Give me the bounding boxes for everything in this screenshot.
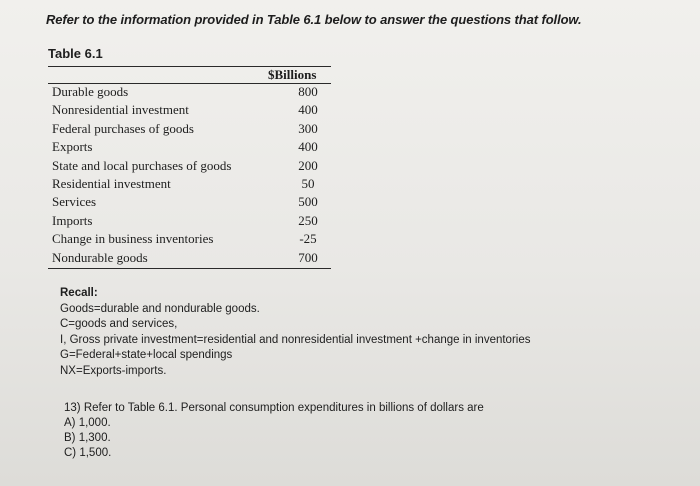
instruction-header: Refer to the information provided in Table 6.1 below to answer the questions that follow.: [46, 12, 582, 27]
table-row: [52, 83, 328, 101]
recall-line: G=Federal+state+local spendings: [60, 349, 233, 362]
answer-option: C) 1,500.: [64, 447, 112, 459]
table-column-header: $Billions: [268, 67, 317, 82]
table-row: [52, 212, 328, 230]
table-row: [52, 101, 328, 119]
row-label: Exports: [52, 139, 93, 155]
question-text: 13) Refer to Table 6.1. Personal consumption expenditures in billions of dollars are: [64, 402, 484, 414]
table-row: [52, 120, 328, 138]
row-value: 300: [298, 120, 318, 136]
row-value: 400: [298, 139, 318, 155]
row-label: Nonresidential investment: [52, 102, 189, 118]
row-label: Change in business inventories: [52, 231, 214, 247]
table-body: [52, 83, 328, 267]
table-row: [52, 157, 328, 175]
answer-option: B) 1,300.: [64, 432, 111, 444]
row-label: Durable goods: [52, 84, 129, 99]
recall-line: Goods=durable and nondurable goods.: [60, 302, 260, 315]
row-value: 700: [298, 249, 318, 265]
row-value: -25: [299, 231, 317, 247]
row-value: 800: [298, 84, 318, 99]
row-value: 50: [301, 175, 315, 191]
question-block: [64, 401, 484, 461]
recall-title: Recall:: [60, 287, 98, 299]
row-label: Services: [52, 194, 97, 210]
table-row: [52, 230, 328, 248]
row-label: Residential investment: [52, 175, 171, 191]
recall-line: C=goods and services,: [60, 318, 178, 331]
table-bottom-rule: [48, 268, 331, 269]
table-row: [52, 138, 328, 156]
row-value: 200: [298, 157, 318, 173]
row-label: Nondurable goods: [52, 249, 148, 265]
row-value: 250: [298, 212, 318, 228]
answer-option: A) 1,000.: [64, 417, 111, 429]
table-row: [52, 193, 328, 211]
table-title: Table 6.1: [48, 46, 103, 61]
row-value: 500: [298, 194, 318, 210]
table-row: [52, 249, 328, 267]
row-label: Imports: [52, 212, 93, 228]
table-row: [52, 175, 328, 193]
recall-line: I, Gross private investment=residential and nonresidential investment +change in inventories: [60, 333, 531, 346]
row-label: State and local purchases of goods: [52, 157, 232, 173]
recall-line: NX=Exports-imports.: [60, 364, 167, 377]
recall-section: [60, 286, 530, 380]
row-value: 400: [298, 102, 318, 118]
row-label: Federal purchases of goods: [52, 120, 194, 136]
